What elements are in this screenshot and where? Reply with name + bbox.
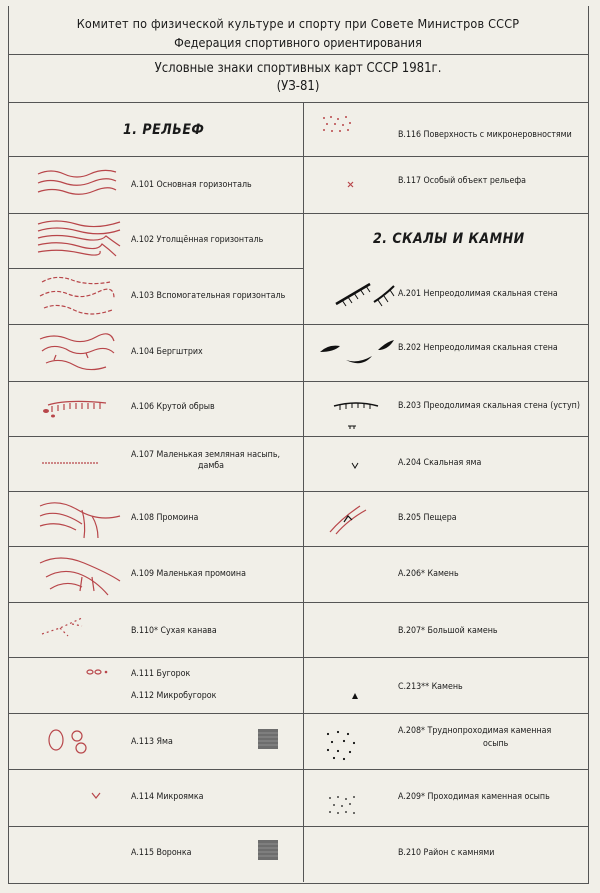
- item-a108: А.108 Промоина: [131, 513, 199, 523]
- broken-ground-icon: [320, 114, 354, 138]
- rock-pillars-icon: [316, 334, 398, 378]
- row-divider: [8, 491, 588, 492]
- item-b203: В.203 Преодолимая скальная стена (уступ): [398, 401, 580, 411]
- impassable-cliff-icon: [332, 276, 404, 322]
- contour-lines-icon: [36, 166, 116, 206]
- item-a111: А.111 Бугорок: [131, 669, 191, 679]
- item-b205: В.205 Пещера: [398, 513, 457, 523]
- slope-line-icon: [36, 329, 116, 377]
- item-a112: А.112 Микробугорок: [131, 691, 217, 701]
- row-divider: [8, 156, 303, 157]
- item-b207: В.207* Большой камень: [398, 626, 498, 636]
- row-divider: [8, 769, 588, 770]
- item-a101: А.101 Основная горизонталь: [131, 180, 252, 190]
- small-gully-icon: [36, 551, 121, 599]
- item-a113: А.113 Яма: [131, 737, 173, 747]
- cave-icon: [326, 500, 368, 536]
- item-a208: А.208* Труднопроходимая каменная: [398, 726, 552, 736]
- earth-bank-icon: [38, 395, 113, 423]
- row-divider: [8, 826, 588, 827]
- row-divider: [8, 713, 588, 714]
- item-b110: В.110* Сухая канава: [131, 626, 217, 636]
- item-b116: В.116 Поверхность с микронеровностями: [398, 130, 572, 140]
- item-a115: А.115 Воронка: [131, 848, 192, 858]
- legend-title: [8, 54, 588, 103]
- erosion-gully-icon: [36, 496, 121, 542]
- item-a102: А.102 Утолщённая горизонталь: [131, 235, 264, 245]
- section-relief: 1. РЕЛЬЕФ: [123, 122, 205, 138]
- knoll-icon: [84, 666, 114, 696]
- item-b117: В.117 Особый объект рельефа: [398, 176, 526, 186]
- column-divider: [303, 102, 304, 882]
- row-divider: [8, 324, 588, 325]
- header-committee: Комитет по физической культуре и спорту при Совете Министров СССР: [76, 16, 520, 31]
- row-divider: [8, 213, 303, 214]
- special-feature-icon: [346, 180, 356, 190]
- item-a107-line2: дамба: [198, 461, 225, 471]
- item-a103: А.103 Вспомогательная горизонталь: [131, 291, 286, 301]
- item-a106: А.106 Крутой обрыв: [131, 402, 215, 412]
- item-a201: А.201 Непреодолимая скальная стена: [398, 289, 558, 299]
- item-a206: А.206* Камень: [398, 569, 459, 579]
- rocky-pit-icon: [350, 461, 360, 471]
- item-a104: А.104 Бергштрих: [131, 347, 203, 357]
- crater-sample-icon: [258, 840, 280, 862]
- item-a114: А.114 Микроямка: [131, 792, 204, 802]
- item-a208-line2: осыпь: [483, 739, 509, 749]
- item-c213: С.213** Камень: [398, 682, 463, 692]
- row-divider: [303, 213, 588, 214]
- title-main: Условные знаки спортивных карт СССР 1981г.: [154, 61, 442, 76]
- boulder-field-icon: [324, 730, 360, 762]
- title-code: (УЗ-81): [276, 79, 320, 94]
- row-divider: [8, 436, 588, 437]
- item-a209: А.209* Проходимая каменная осыпь: [398, 792, 550, 802]
- depression-icon: [46, 726, 106, 760]
- row-divider: [8, 546, 588, 547]
- earth-wall-icon: [40, 458, 100, 468]
- pit-icon: [90, 791, 102, 801]
- header-federation: Федерация спортивного ориентирования: [174, 35, 422, 50]
- item-b202: В.202 Непреодолимая скальная стена: [398, 343, 558, 353]
- item-a107: А.107 Маленькая земляная насыпь,: [131, 450, 281, 460]
- index-contour-icon: [36, 218, 121, 263]
- item-a204: А.204 Скальная яма: [398, 458, 482, 468]
- form-line-icon: [36, 272, 116, 320]
- row-divider: [303, 156, 588, 157]
- row-divider: [8, 268, 303, 269]
- stone-icon: [351, 692, 359, 700]
- legend-sheet: [8, 6, 588, 886]
- stony-ground-icon: [326, 794, 360, 820]
- row-divider: [8, 381, 588, 382]
- item-b210: В.210 Район с камнями: [398, 848, 495, 858]
- row-divider: [8, 657, 588, 658]
- dry-ditch-icon: [38, 612, 88, 642]
- item-a109: А.109 Маленькая промоина: [131, 569, 246, 579]
- passable-cliff-icon: [332, 398, 380, 432]
- row-divider: [8, 602, 588, 603]
- depression-sample-icon: [258, 729, 280, 751]
- section-rocks: 2. СКАЛЫ И КАМНИ: [373, 231, 525, 247]
- header: [8, 6, 588, 55]
